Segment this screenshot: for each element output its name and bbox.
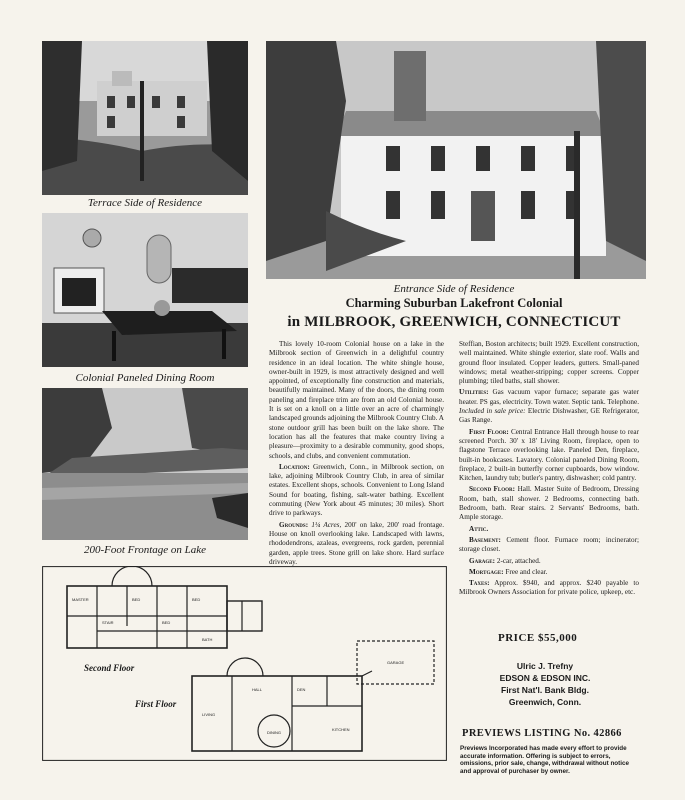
- svg-text:BED: BED: [132, 597, 141, 602]
- garage-text: 2-car, attached.: [496, 556, 541, 565]
- second-floor-text: Hall. Master Suite of Bedroom, Dressing Room, bath, stall shower. 2 Bedrooms, connecting bath. Bedroom, bath. Rear stairs. 2 Servants' Bedrooms, bath. Ample storage.: [459, 485, 640, 522]
- broker-address-line2: Greenwich, Conn.: [508, 697, 582, 707]
- svg-text:KITCHEN: KITCHEN: [332, 727, 350, 732]
- entrance-photo: [266, 41, 646, 279]
- headline: Charming Suburban Lakefront Colonial: [345, 296, 563, 310]
- second-floor-plan: [67, 566, 262, 648]
- location-text: Greenwich, Conn., in Milbrook section, on lake, adjoining Milbrook Country Club, in area of similar estates. Excellent shops, schools. Convenient to Long Island Sound for boating, fishing, salt-water bathing. Excellent commuting (New York about 45 minutes; 30 miles). Short drive to parkways.: [269, 462, 444, 518]
- broker-name: Ulric J. Trefny: [516, 661, 574, 671]
- disclaimer: Previews Incorporated has made every effort to provide accurate information. Offering is subject to errors, omissions, prior sale, change, withdrawal without notice and approval of purchaser by owner.: [460, 745, 629, 775]
- svg-text:HALL: HALL: [252, 687, 263, 692]
- svg-text:BED: BED: [192, 597, 201, 602]
- basement-label: Basement:: [469, 535, 501, 544]
- svg-text:STAIR: STAIR: [102, 620, 114, 625]
- lake-caption: 200-Foot Frontage on Lake: [83, 544, 207, 556]
- svg-text:DINING: DINING: [267, 730, 281, 735]
- garage-label: Garage:: [469, 556, 496, 565]
- construction-text: Steffian, Boston architects; built 1929. Excellent construction, well maintained. White shingle exterior, slate roof. Walls and ground floor insulated. Copper leaders, gutters. Small-paned windows; metal weather-stripping; copper screens. Copper plumbing; tiled baths, stall shower.: [459, 340, 639, 386]
- first-floor-text: Central Entrance Hall through house to rear screened Porch. 30' x 18' Living Room, fireplace, open to flagstone Terrace overlooking lake. Paneled Den, fireplace, built-in bookcases. Lavatory. Colonial paneled Dining Room, fireplace, 2 built-in butterfly corner cupboards, bow window. Kitchen, laundry tub; butler's pantry, dishwasher; cold pantry.: [459, 427, 639, 483]
- price: PRICE $55,000: [498, 632, 578, 644]
- taxes-label: Taxes:: [469, 579, 490, 588]
- first-floor-label: First Floor: [135, 699, 177, 709]
- second-floor-label: Second Floor: [84, 663, 135, 673]
- grounds-acres: 1¼ Acres,: [311, 520, 342, 529]
- first-floor-plan: [192, 641, 434, 751]
- basement-text: Cement floor. Furnace room; incinerator; storage closet.: [459, 535, 640, 554]
- dining-caption: Colonial Paneled Dining Room: [75, 372, 215, 384]
- grounds-label: Grounds:: [279, 520, 309, 529]
- svg-text:DEN: DEN: [297, 687, 306, 692]
- intro-paragraph: This lovely 10-room Colonial house on a lake in the Milbrook section of Greenwich in a delightful country residence in an ideal location. The white shingle house, owner-built in 1929, is most attractively designed and well appointed, of exceptionally fine construction and materials, beautifully maintained. Many of the doors, the dining room paneling and fireplace trim are from an old Colonial house. It is set on a knoll on a little over an acre of charmingly landscaped grounds adjoining the Milbrook Country Club. A stone outdoor grill has been built on the lake shore. The location has all the features that make country living a pleasure—proximity to a desirable community, good shops, schools, and clubs, and convenient commutation.: [269, 340, 444, 460]
- mortgage-label: Mortgage:: [469, 567, 504, 576]
- terrace-caption: Terrace Side of Residence: [87, 197, 203, 209]
- attic-label: Attic.: [469, 524, 489, 533]
- entrance-caption: Entrance Side of Residence: [393, 283, 515, 295]
- included-text: Electric Dishwasher, GE Refrigerator, Gas Range.: [459, 407, 639, 425]
- included-label: Included in sale price:: [459, 407, 526, 416]
- broker-firm: EDSON & EDSON INC.: [499, 673, 591, 683]
- mortgage-text: Free and clear.: [505, 567, 548, 576]
- dining-photo: [42, 213, 248, 367]
- location-label: Location:: [279, 462, 310, 471]
- description-right-column: [459, 340, 639, 600]
- svg-text:GARAGE: GARAGE: [387, 660, 405, 665]
- lake-photo: [42, 388, 248, 540]
- grounds-text: 200' on lake, 200' road frontage. House on knoll overlooking lake. Landscaped with lawns, rhododendrons, azaleas, evergreens, rock garden, perennial garden, apple trees. Stone grill on lake shore. Hard surface driveway.: [269, 520, 445, 566]
- location-title: in MILBROOK, GREENWICH, CONNECTICUT: [287, 314, 621, 330]
- utilities-label: Utilities:: [459, 388, 489, 397]
- utilities-text: Gas vacuum vapor furnace; separate gas water heater. PS gas, electricity. Town water. Septic tank. Telephone.: [459, 388, 640, 406]
- taxes-text: Approx. $940, and approx. $240 payable to Milbrook Owners Association for private police, upkeep, etc.: [459, 579, 639, 597]
- floor-plans: [42, 566, 447, 761]
- description-left-column: [269, 340, 444, 599]
- terrace-photo: [42, 41, 248, 195]
- broker-block: [470, 660, 620, 708]
- listing-number: PREVIEWS LISTING No. 42866: [462, 728, 622, 739]
- second-floor-label: Second Floor:: [469, 485, 516, 494]
- first-floor-label: First Floor:: [469, 427, 509, 436]
- svg-text:MASTER: MASTER: [72, 597, 89, 602]
- svg-text:LIVING: LIVING: [202, 712, 216, 717]
- svg-text:BED: BED: [162, 620, 171, 625]
- broker-address-line1: First Nat'l. Bank Bldg.: [501, 685, 589, 695]
- svg-text:BATH: BATH: [202, 637, 213, 642]
